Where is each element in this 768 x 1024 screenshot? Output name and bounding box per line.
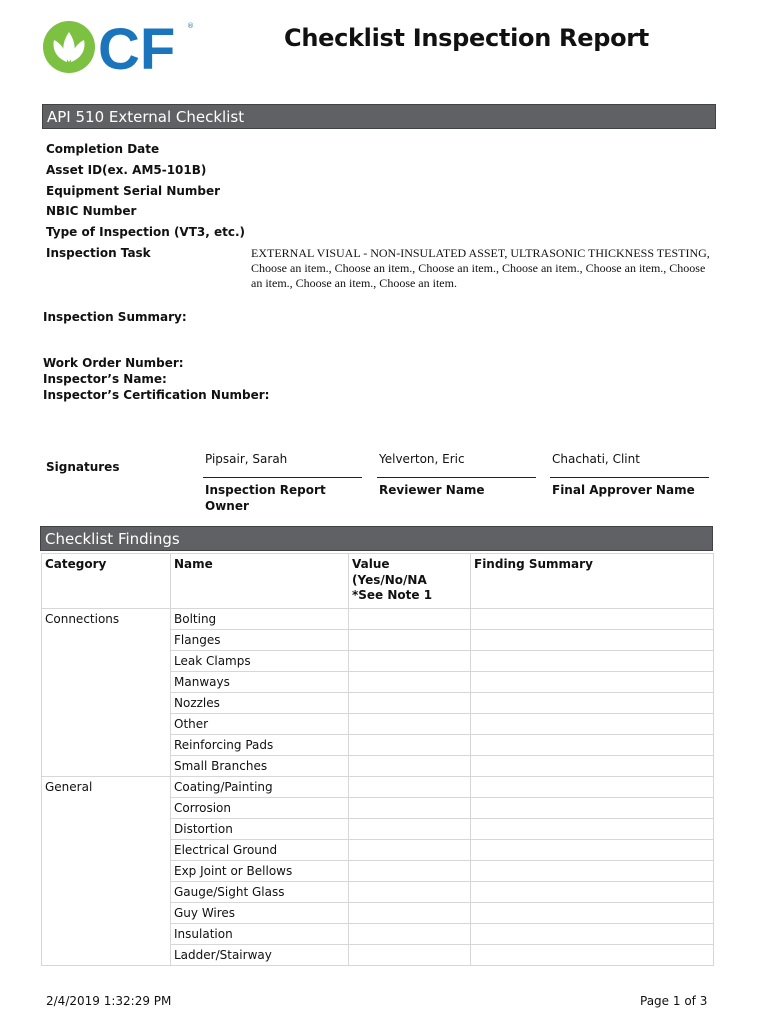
value-cell[interactable] xyxy=(349,693,471,714)
category-cell xyxy=(42,861,171,882)
signature-name-reviewer: Yelverton, Eric xyxy=(379,452,465,466)
finding-summary-cell[interactable] xyxy=(471,672,714,693)
signature-line xyxy=(377,477,536,478)
finding-summary-cell[interactable] xyxy=(471,609,714,630)
page-title: Checklist Inspection Report xyxy=(284,24,649,52)
signatures-label: Signatures xyxy=(46,460,120,474)
finding-summary-cell[interactable] xyxy=(471,693,714,714)
category-cell xyxy=(42,945,171,966)
category-cell xyxy=(42,756,171,777)
category-cell xyxy=(42,693,171,714)
value-cell[interactable] xyxy=(349,819,471,840)
signature-name-approver: Chachati, Clint xyxy=(552,452,640,466)
table-row xyxy=(42,756,714,777)
value-cell[interactable] xyxy=(349,756,471,777)
inspector-name-label: Inspector’s Name: xyxy=(43,372,167,386)
category-cell xyxy=(42,924,171,945)
signature-role-reviewer: Reviewer Name xyxy=(379,483,485,497)
value-cell[interactable] xyxy=(349,714,471,735)
item-name-cell: Coating/Painting xyxy=(171,777,349,798)
table-row xyxy=(42,777,714,798)
category-cell: General xyxy=(42,777,171,798)
value-cell[interactable] xyxy=(349,798,471,819)
column-header-value xyxy=(349,554,471,609)
footer-timestamp: 2/4/2019 1:32:29 PM xyxy=(46,994,172,1008)
finding-summary-cell[interactable] xyxy=(471,630,714,651)
finding-summary-cell[interactable] xyxy=(471,756,714,777)
inspection-type-label: Type of Inspection (VT3, etc.) xyxy=(46,225,246,239)
value-cell[interactable] xyxy=(349,630,471,651)
cf-logo xyxy=(42,18,202,76)
finding-summary-cell[interactable] xyxy=(471,798,714,819)
category-cell xyxy=(42,735,171,756)
work-order-label: Work Order Number: xyxy=(43,356,184,370)
item-name-cell: Other xyxy=(171,714,349,735)
findings-body xyxy=(42,609,714,966)
category-cell xyxy=(42,819,171,840)
inspection-task-value: EXTERNAL VISUAL - NON-INSULATED ASSET, ULTRASONIC THICKNESS TESTING, Choose an item., Choose an item., Choose an item., Choose an item., Choose an item., Choose an item., Choose an item., Choose an item. xyxy=(251,246,710,290)
item-name-cell: Flanges xyxy=(171,630,349,651)
finding-summary-cell[interactable] xyxy=(471,903,714,924)
inspection-summary-label: Inspection Summary: xyxy=(43,310,187,324)
item-name-cell: Small Branches xyxy=(171,756,349,777)
table-row xyxy=(42,798,714,819)
item-name-cell: Insulation xyxy=(171,924,349,945)
item-name-cell: Nozzles xyxy=(171,693,349,714)
table-row xyxy=(42,882,714,903)
category-cell xyxy=(42,840,171,861)
value-cell[interactable] xyxy=(349,924,471,945)
finding-summary-cell[interactable] xyxy=(471,861,714,882)
finding-summary-cell[interactable] xyxy=(471,924,714,945)
column-header-name: Name xyxy=(171,554,349,609)
value-cell[interactable] xyxy=(349,861,471,882)
item-name-cell: Distortion xyxy=(171,819,349,840)
section-header-api510: API 510 External Checklist xyxy=(42,104,716,129)
value-cell[interactable] xyxy=(349,882,471,903)
signature-line xyxy=(550,477,709,478)
value-cell[interactable] xyxy=(349,609,471,630)
finding-summary-cell[interactable] xyxy=(471,840,714,861)
serial-number-label: Equipment Serial Number xyxy=(46,184,221,198)
value-cell[interactable] xyxy=(349,945,471,966)
table-row xyxy=(42,630,714,651)
item-name-cell: Exp Joint or Bellows xyxy=(171,861,349,882)
category-cell: Connections xyxy=(42,609,171,630)
table-row xyxy=(42,609,714,630)
category-cell xyxy=(42,651,171,672)
table-row xyxy=(42,651,714,672)
table-row xyxy=(42,840,714,861)
inspection-task-label: Inspection Task xyxy=(46,246,151,260)
finding-summary-cell[interactable] xyxy=(471,651,714,672)
finding-summary-cell[interactable] xyxy=(471,882,714,903)
category-cell xyxy=(42,882,171,903)
item-name-cell: Ladder/Stairway xyxy=(171,945,349,966)
value-cell[interactable] xyxy=(349,903,471,924)
table-row xyxy=(42,735,714,756)
findings-table xyxy=(41,553,714,966)
signature-name-owner: Pipsair, Sarah xyxy=(205,452,288,466)
completion-date-label: Completion Date xyxy=(46,142,160,156)
table-row xyxy=(42,714,714,735)
item-name-cell: Bolting xyxy=(171,609,349,630)
category-cell xyxy=(42,714,171,735)
value-cell[interactable] xyxy=(349,840,471,861)
item-name-cell: Reinforcing Pads xyxy=(171,735,349,756)
finding-summary-cell[interactable] xyxy=(471,777,714,798)
asset-id-label: Asset ID(ex. AM5-101B) xyxy=(46,163,207,177)
table-header-row xyxy=(42,554,714,609)
finding-summary-cell[interactable] xyxy=(471,735,714,756)
category-cell xyxy=(42,798,171,819)
item-name-cell: Guy Wires xyxy=(171,903,349,924)
table-row xyxy=(42,903,714,924)
table-row xyxy=(42,693,714,714)
logo-text: CF xyxy=(98,18,176,76)
item-name-cell: Manways xyxy=(171,672,349,693)
value-cell[interactable] xyxy=(349,672,471,693)
value-header-text: Value (Yes/No/NA *See Note 1 xyxy=(352,557,433,602)
category-cell xyxy=(42,903,171,924)
category-cell xyxy=(42,630,171,651)
value-cell[interactable] xyxy=(349,735,471,756)
section-header-findings: Checklist Findings xyxy=(40,526,713,551)
signature-role-owner: Inspection Report Owner xyxy=(205,483,326,513)
finding-summary-cell[interactable] xyxy=(471,714,714,735)
column-header-finding-summary: Finding Summary xyxy=(471,554,714,609)
finding-summary-cell[interactable] xyxy=(471,945,714,966)
signature-line xyxy=(203,477,362,478)
inspector-cert-label: Inspector’s Certification Number: xyxy=(43,388,270,402)
value-cell[interactable] xyxy=(349,777,471,798)
table-row xyxy=(42,819,714,840)
item-name-cell: Leak Clamps xyxy=(171,651,349,672)
signature-role-approver: Final Approver Name xyxy=(552,483,695,497)
table-row xyxy=(42,672,714,693)
svg-text:®: ® xyxy=(187,22,194,30)
category-cell xyxy=(42,672,171,693)
table-row xyxy=(42,924,714,945)
column-header-category: Category xyxy=(42,554,171,609)
finding-summary-cell[interactable] xyxy=(471,819,714,840)
nbic-number-label: NBIC Number xyxy=(46,204,137,218)
footer-page-number: Page 1 of 3 xyxy=(640,994,708,1008)
item-name-cell: Corrosion xyxy=(171,798,349,819)
item-name-cell: Electrical Ground xyxy=(171,840,349,861)
table-row xyxy=(42,861,714,882)
item-name-cell: Gauge/Sight Glass xyxy=(171,882,349,903)
value-cell[interactable] xyxy=(349,651,471,672)
table-row xyxy=(42,945,714,966)
